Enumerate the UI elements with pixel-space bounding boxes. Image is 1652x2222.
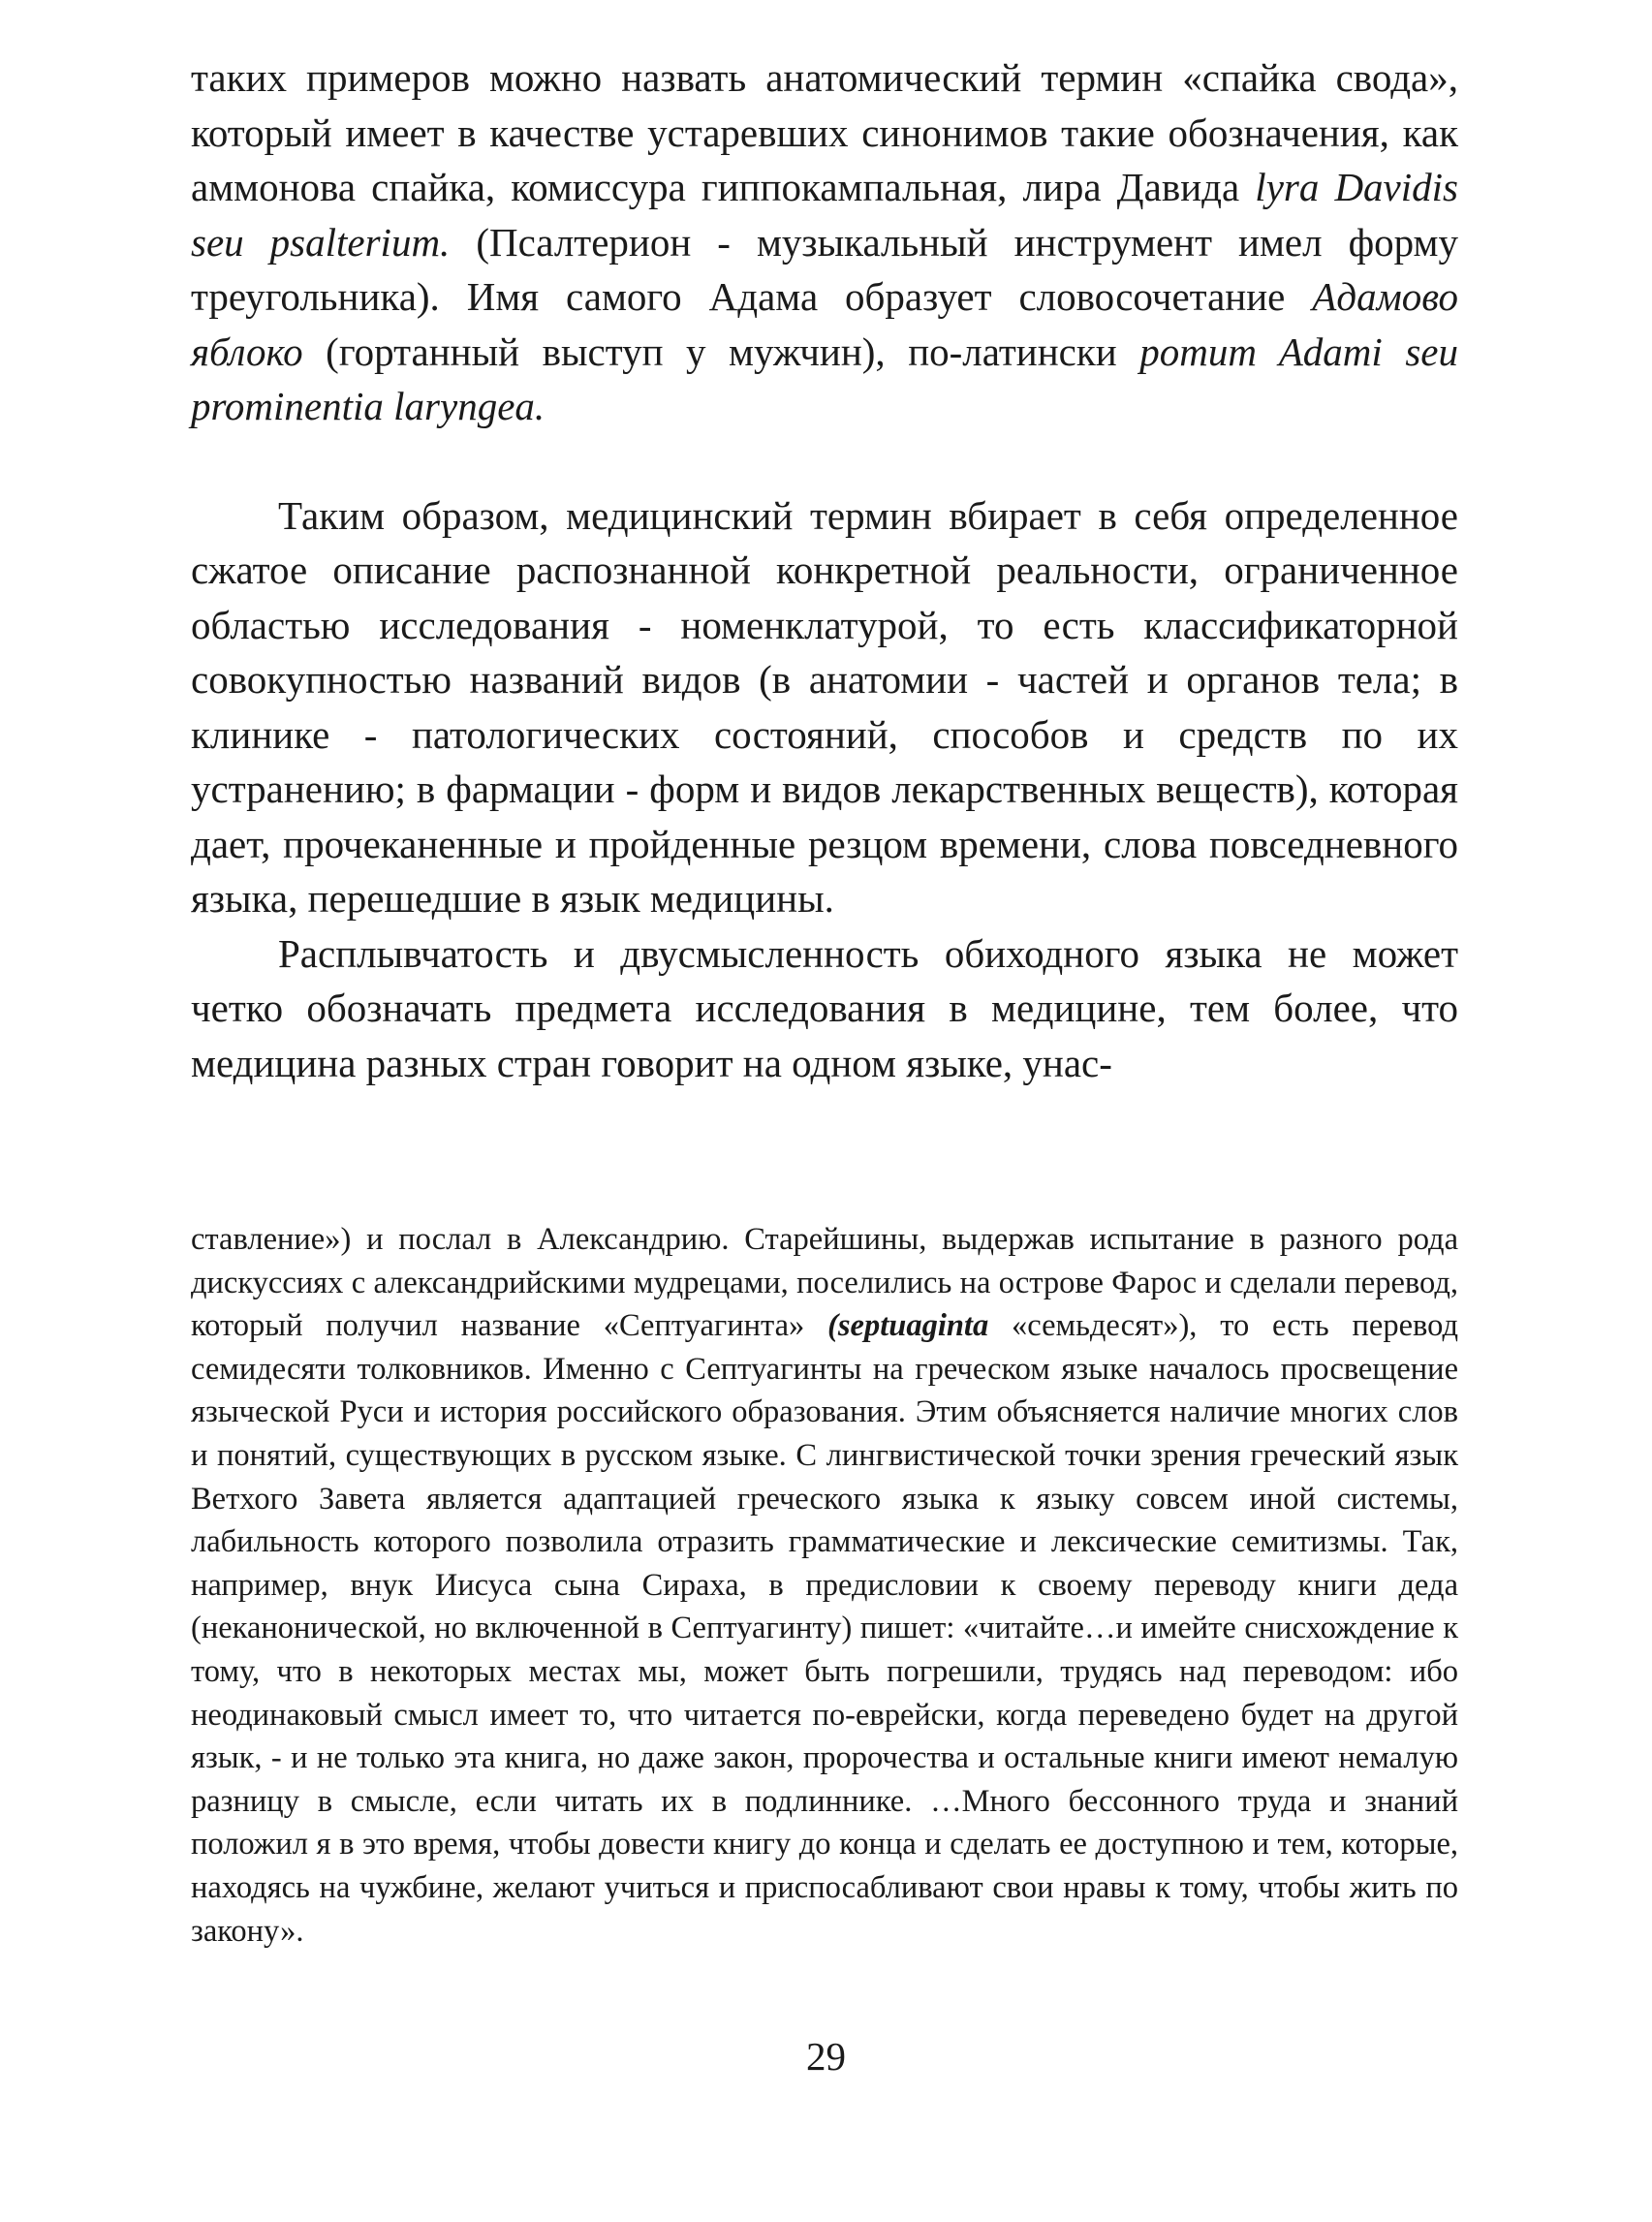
page-number: 29 [806,2034,846,2079]
main-text [191,50,1458,1090]
paragraph-continued [191,50,1458,434]
footnote-text [191,1218,1458,1953]
footnote [191,1218,1458,1953]
text-run: «семьдесят»), то есть перевод семидесяти толковников. Именно с Септуагинты на греческом языке началось просвещение языческой Руси и история российского образования. Этим объясняется наличие многих слов и понятий, существующих в русском языке. С лингвистической точки зрения греческий язык Ветхого Завета является адаптацией греческого языка к языку совсем иной системы, лабильность которого позволила отразить грамматические и лексические семитизмы. Так, например, внук Иисуса сына Сираха, в предисловии к своему переводу книги деда (неканонической, но включенной в Септуагинту) пишет: «читайте…и имейте снисхождение к тому, что в некоторых местах мы, может быть погрешили, трудясь над переводом: ибо неодинаковый смысл имеет то, что читается по-еврейски, когда переведено будет на другой язык, - и не только эта книга, но даже закон, пророчества и остальные книги имеют немалую разницу в смысле, если читать их в подлиннике. …Много бессонного труда и знаний положил я в это время, чтобы довести книгу до конца и сделать ее доступною и тем, которые, находясь на чужбине, желают учиться и приспосабливают свои нравы к тому, чтобы жить по закону». [191,1308,1458,1949]
text-run: (Псалтерион - музыкальный инструмент имел форму треугольника). Имя самого Адама образует словосочетание [191,219,1458,319]
paragraph: Таким образом, медицинский термин вбирает в себя определенное сжатое описание распознанной конкретной реальности, ограниченное областью исследования - номенклатурой, то есть классификаторной совокупностью названий видов (в анатомии - частей и органов тела; в клинике - патологических состояний, способов и средств по их устранению; в фармации - форм и видов лекарственных веществ), которая дает, прочеканенные и пройденные резцом времени, слова повседневного языка, перешедшие в язык медицины. [191,492,1458,921]
latin-term: lyra Davidis seu psalterium. [191,165,1458,265]
text-run: ставление») и послал в Александрию. Старейшины, выдержав испытание в разного рода дискуссиях с александрийскими мудрецами, поселились на острове Фарос и сделали перевод, который получил название «Септуагинта» [191,1222,1458,1344]
text-run: таких примеров можно назвать анатомический термин «спайка свода», который имеет в качестве устаревших синонимов такие обозначения, как аммонова спайка, комиссура гиппокампальная, лира Давида [191,55,1458,209]
text-run: (гортанный выступ у мужчин), по-латински [302,329,1140,374]
russian-term: Адамово яблоко [191,274,1458,374]
latin-term: (septuaginta [827,1308,989,1344]
paragraph: Расплывчатость и двусмысленность обиходного языка не может четко обозначать предмета исследования в медицине, тем более, что медицина разных стран говорит на одном языке, унас- [191,930,1458,1085]
latin-term: pomum Adami seu prominentia laryngea. [191,329,1458,428]
